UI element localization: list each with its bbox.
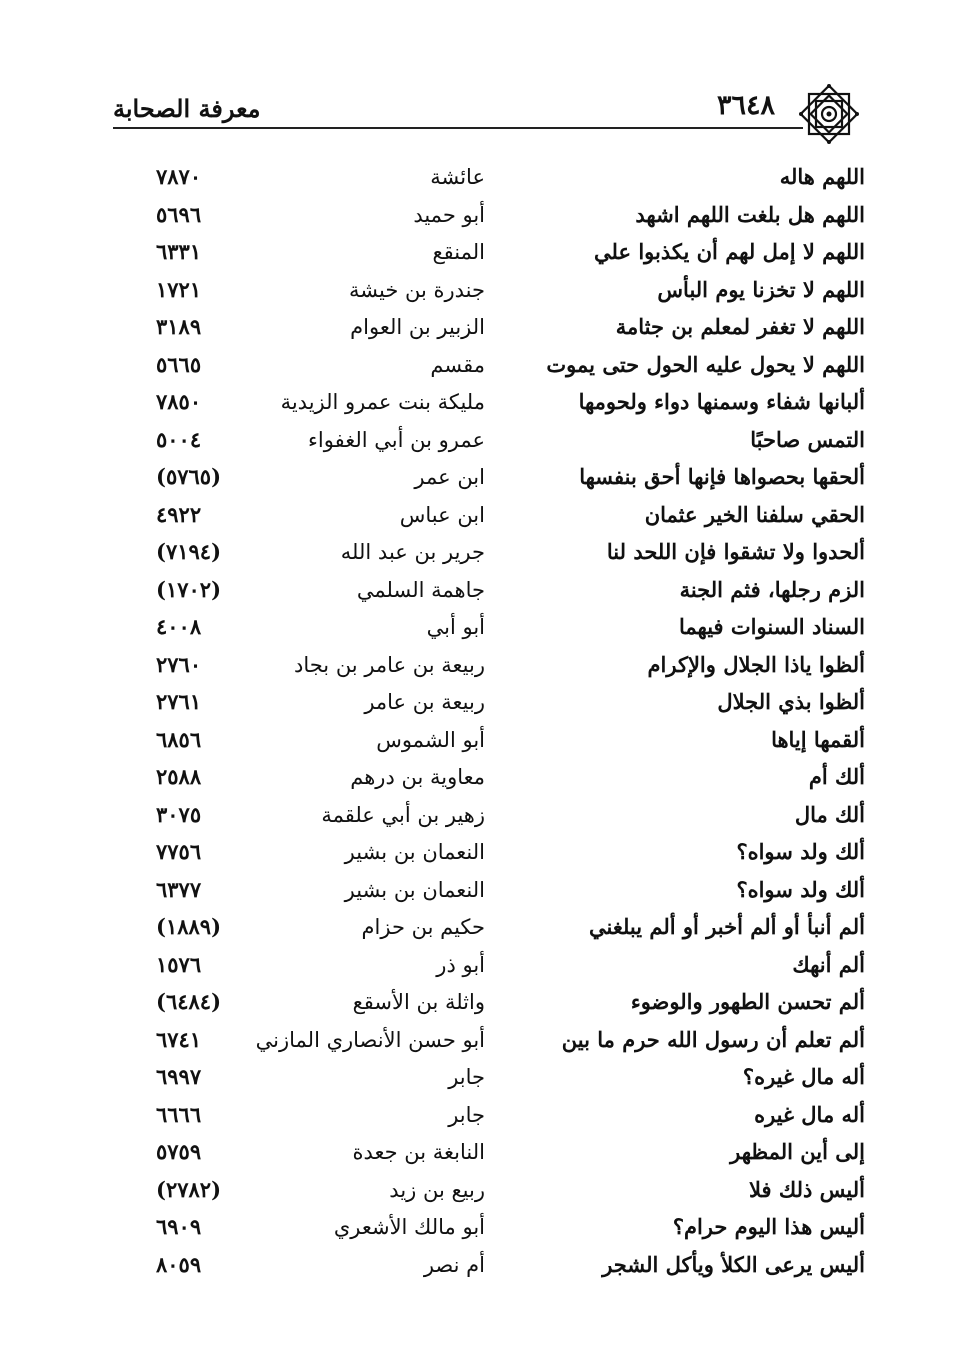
page-number: ٣٦٤٨ <box>717 90 776 121</box>
hadith-text: اللهم لا يحول عليه الحول حتى يموت <box>546 351 865 377</box>
narrator-name: جابر <box>448 1065 485 1089</box>
hadith-number: ٧٨٧٠ <box>156 164 202 189</box>
narrator-name: النابغة بن جعدة <box>352 1140 485 1164</box>
hadith-text: اللهم هاله <box>779 164 865 189</box>
index-row <box>150 423 875 461</box>
narrator-name: زهير بن أبي علقمة <box>321 802 485 827</box>
index-row <box>150 910 875 948</box>
hadith-text: ألك مال <box>794 801 865 827</box>
narrator-name: ربيعة بن عامر بن بجاد <box>294 652 485 677</box>
hadith-text: ألحدوا ولا تشقوا فإن اللحد لنا <box>606 539 865 564</box>
hadith-number: ٦٣٧٧ <box>156 876 202 902</box>
hadith-number: ١٥٧٦ <box>156 951 202 977</box>
narrator-name: أبو ذر <box>436 952 485 977</box>
hadith-text: اللهم لا إمل لهم أن يكذبوا علي <box>594 239 865 264</box>
narrator-name: عمرو بن أبي الغفواء <box>308 427 485 452</box>
hadith-text: اللهم هل بلغت اللهم اشهد <box>635 201 865 227</box>
narrator-name: أبو أبي <box>426 615 485 639</box>
hadith-text: ألم أنبأ أو ألم أخبر أو ألم يبلغني <box>588 914 865 939</box>
index-row <box>150 535 875 573</box>
index-row <box>150 310 875 348</box>
hadith-number: ٦٦٦٦ <box>156 1101 202 1127</box>
hadith-text: ألك أم <box>808 764 865 789</box>
hadith-number: (١٧٠٢) <box>156 576 221 602</box>
narrator-name: ابن عمر <box>414 465 485 489</box>
hadith-text: ألظوا بذي الجلال <box>717 689 865 714</box>
hadith-number: ٢٧٦١ <box>156 689 202 714</box>
narrator-name: جاهمة السلمي <box>356 577 485 602</box>
narrator-name: معاوية بن درهم <box>350 765 485 789</box>
hadith-text: اللهم لا تغفر لمعلم بن جثامة <box>615 314 865 339</box>
page-header <box>105 82 865 142</box>
hadith-number: ٦٨٥٦ <box>156 726 202 752</box>
index-row <box>150 460 875 498</box>
hadith-text: أليس ذلك فلا <box>749 1176 865 1202</box>
header-divider <box>113 127 803 129</box>
hadith-number: ٨٠٥٩ <box>156 1251 202 1277</box>
narrator-name: جندرة بن خيشة <box>349 277 485 302</box>
index-row <box>150 798 875 836</box>
hadith-number: ٧٨٥٠ <box>156 389 202 414</box>
index-row <box>150 385 875 423</box>
hadith-number: ٧٧٥٦ <box>156 839 202 864</box>
narrator-name: أبو حسن الأنصاري المازني <box>255 1027 485 1052</box>
index-row <box>150 1060 875 1098</box>
narrator-name: واثلة بن الأسقع <box>352 990 485 1014</box>
index-row <box>150 198 875 236</box>
index-row <box>150 760 875 798</box>
hadith-text: ألم تحسن الطهور والوضوء <box>630 989 865 1014</box>
index-row <box>150 348 875 386</box>
book-title: معرفة الصحابة <box>113 94 261 123</box>
hadith-number: ٢٧٦٠ <box>156 651 202 677</box>
hadith-number: ٥٦٦٥ <box>156 351 202 377</box>
narrator-name: ربيع بن زيد <box>389 1177 485 1202</box>
hadith-text: ألم تعلم أن رسول الله حرم ما بين <box>561 1026 865 1052</box>
index-row <box>150 160 875 198</box>
islamic-star-ornament-icon <box>795 80 863 148</box>
narrator-name: جابر <box>448 1102 485 1127</box>
index-row <box>150 985 875 1023</box>
hadith-number: ٦٩٠٩ <box>156 1214 202 1239</box>
narrator-name: ابن عباس <box>399 502 485 527</box>
hadith-number: ٣١٨٩ <box>156 314 202 339</box>
hadith-number: ٢٥٨٨ <box>156 764 202 789</box>
hadith-number: ٥٧٥٩ <box>156 1139 202 1164</box>
narrator-name: أم نصر <box>423 1252 485 1277</box>
narrator-name: أبو الشموس <box>376 727 485 752</box>
index-row <box>150 723 875 761</box>
narrator-name: مليكة بنت عمرو الزيدية <box>280 390 485 414</box>
hadith-number: (١٨٨٩) <box>156 914 221 939</box>
hadith-text: أليس يرعى الكلأ ويأكل الشجر <box>602 1251 865 1277</box>
narrator-name: النعمان بن بشير <box>344 877 485 902</box>
hadith-number: ٤٩٢٢ <box>156 501 202 527</box>
hadith-number: ٤٠٠٨ <box>156 614 202 639</box>
narrator-name: حكيم بن حزام <box>361 915 485 939</box>
index-row <box>150 1248 875 1286</box>
narrator-name: النعمان بن بشير <box>344 840 485 864</box>
hadith-number: ٦٧٤١ <box>156 1026 202 1052</box>
hadith-number: ٥٦٩٦ <box>156 201 202 227</box>
narrator-name: ربيعة بن عامر <box>364 690 485 714</box>
narrator-name: الزبير بن العوام <box>350 315 485 339</box>
index-row <box>150 1135 875 1173</box>
hadith-number: (٦٤٨٤) <box>156 989 221 1014</box>
hadith-number: ٦٣٣١ <box>156 239 202 264</box>
hadith-number: (٢٧٨٢) <box>156 1176 221 1202</box>
narrator-name: أبو مالك الأشعري <box>333 1215 485 1239</box>
index-row <box>150 835 875 873</box>
index-row <box>150 1098 875 1136</box>
narrator-name: أبو حميد <box>413 202 485 227</box>
hadith-number: ٥٠٠٤ <box>156 426 202 452</box>
narrator-name: مقسم <box>430 352 485 377</box>
hadith-text: اللهم لا تخزنا يوم البأس <box>657 276 865 302</box>
hadith-number: (٧١٩٤) <box>156 539 221 564</box>
hadith-text: السناد السنوات فيهما <box>678 614 865 639</box>
hadith-text: ألبانها شفاء وسمنها دواء ولحومها <box>578 389 865 414</box>
narrator-name: عائشة <box>430 165 485 189</box>
index-row <box>150 948 875 986</box>
index-row <box>150 610 875 648</box>
hadith-text: ألم أنهك <box>792 951 865 977</box>
index-row <box>150 873 875 911</box>
index-row <box>150 685 875 723</box>
hadith-text: ألك ولد سواه؟ <box>736 839 865 864</box>
index-row <box>150 648 875 686</box>
hadith-number: ٣٠٧٥ <box>156 801 202 827</box>
hadith-text: الحقي سلفنا الخير عثمان <box>644 501 865 527</box>
hadith-text: ألك ولد سواه؟ <box>736 876 865 902</box>
index-row <box>150 1173 875 1211</box>
narrator-name: المنقع <box>432 240 485 264</box>
hadith-text: أله مال غيره <box>754 1101 865 1127</box>
hadith-number: (٥٧٦٥) <box>156 464 221 489</box>
hadith-index-list <box>150 160 875 1277</box>
index-row <box>150 1210 875 1248</box>
hadith-number: ١٧٢١ <box>156 276 202 302</box>
hadith-text: ألظوا ياذا الجلال والإكرام <box>647 651 865 677</box>
narrator-name: جرير بن عبد الله <box>340 540 485 564</box>
index-row <box>150 273 875 311</box>
hadith-text: الزم رجلها، فثم الجنة <box>679 576 865 602</box>
index-row <box>150 498 875 536</box>
hadith-text: ألقمها إياها <box>771 726 865 752</box>
index-row <box>150 235 875 273</box>
index-row <box>150 1023 875 1061</box>
hadith-text: التمس صاحبًا <box>750 426 865 452</box>
hadith-text: ألحقها بحصواها فإنها أحق بنفسها <box>579 464 865 489</box>
index-row <box>150 573 875 611</box>
hadith-text: إلى أين المظهر <box>730 1139 865 1164</box>
hadith-text: أله مال غيره؟ <box>742 1064 865 1089</box>
hadith-number: ٦٩٩٧ <box>156 1064 202 1089</box>
hadith-text: أليس هذا اليوم حرام؟ <box>672 1214 865 1239</box>
